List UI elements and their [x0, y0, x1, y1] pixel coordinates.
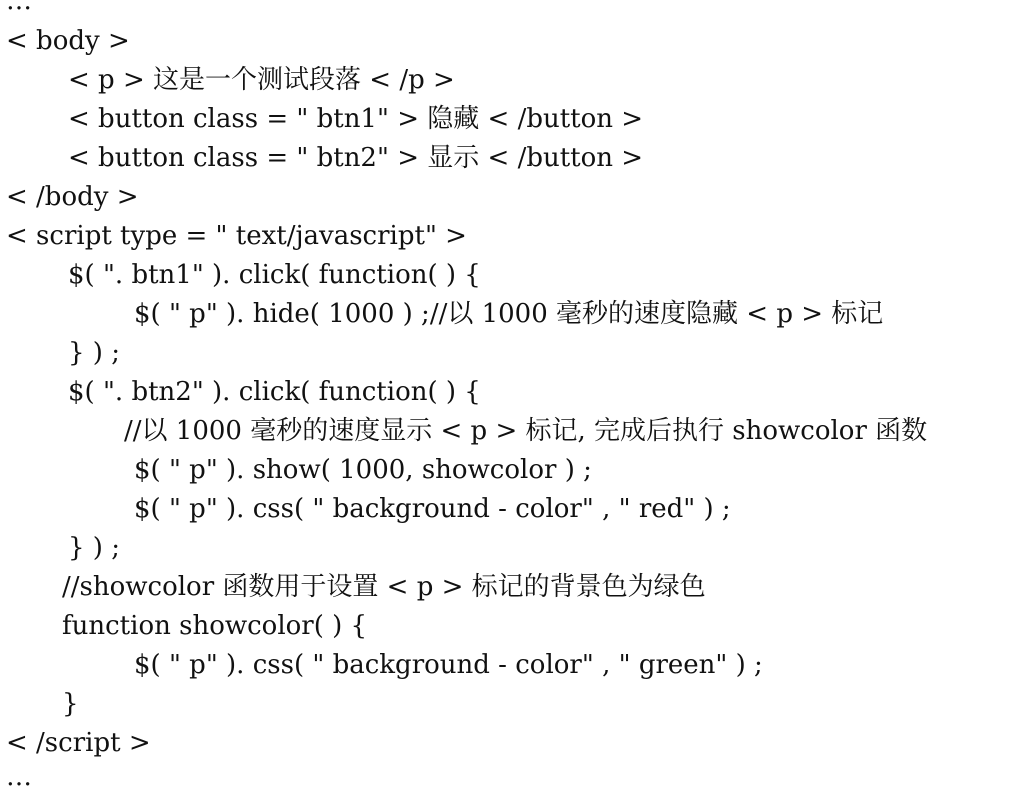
code-line-show-call: $( " p" ). show( 1000, showcolor ) ; [134, 455, 592, 485]
code-line-close-brace-2: } ) ; [68, 533, 120, 563]
code-line-css-red: $( " p" ). css( " background - color" , " red" ) ; [134, 494, 731, 524]
code-line-comment-showcolor: //showcolor 函数用于设置 < p > 标记的背景色为绿色 [62, 572, 706, 602]
code-line-btn1-click: $( ". btn1" ). click( function( ) { [68, 260, 481, 290]
code-line-close-brace-3: } [62, 689, 79, 719]
code-line-comment-show: //以 1000 毫秒的速度显示 < p > 标记, 完成后执行 showcolor 函数 [124, 416, 928, 446]
code-line-btn2-click: $( ". btn2" ). click( function( ) { [68, 377, 481, 407]
code-line-button-hide: < button class = " btn1" > 隐藏 < /button > [68, 104, 644, 134]
code-line-close-brace-1: } ) ; [68, 338, 120, 368]
code-line-hide-call: $( " p" ). hide( 1000 ) ;//以 1000 毫秒的速度隐藏 < p > 标记 [134, 299, 884, 329]
code-line-css-green: $( " p" ). css( " background - color" , " green" ) ; [134, 650, 763, 680]
code-line-ellipsis-top: … [6, 0, 32, 16]
code-line-script-open: < script type = " text/javascript" > [6, 221, 467, 251]
code-line-body-close: < /body > [6, 182, 139, 212]
code-line-ellipsis-bottom: … [6, 762, 32, 792]
code-line-button-show: < button class = " btn2" > 显示 < /button > [68, 143, 644, 173]
code-line-paragraph: < p > 这是一个测试段落 < /p > [68, 65, 455, 95]
code-line-script-close: < /script > [6, 728, 151, 758]
code-line-function-def: function showcolor( ) { [62, 611, 368, 641]
code-line-body-open: < body > [6, 26, 130, 56]
